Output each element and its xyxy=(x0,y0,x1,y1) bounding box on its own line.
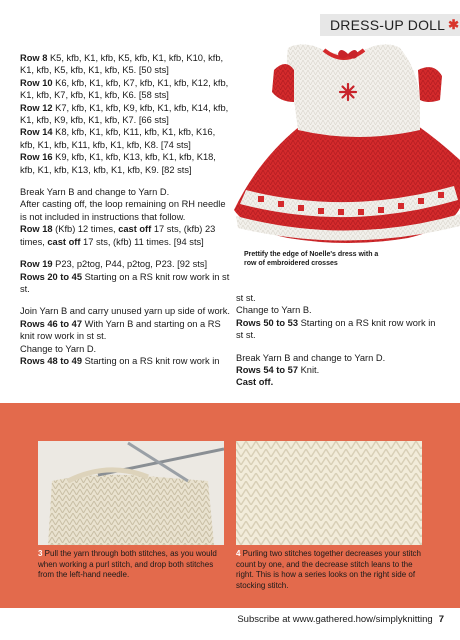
step-caption-4: 4 Purling two stitches together decreases your stitch count by one, and the decrease stitch leans to the right. This is how a series looks on the right side of stocking stitch. xyxy=(236,549,421,590)
page-footer xyxy=(237,614,444,625)
pattern-row: Break Yarn B and change to Yarn D. Rows 54 to 57 Knit. Cast off. xyxy=(236,352,386,388)
pattern-row: Rows 20 to 45 Starting on a RS knit row work in st st. xyxy=(20,271,230,294)
pattern-row: Row 8 K5, kfb, K1, kfb, K5, kfb, K1, kfb, K10, kfb, K1, kfb, K5, kfb, K1, kfb, K5. [50 sts] xyxy=(20,53,224,76)
pattern-row: Row 12 K7, kfb, K1, kfb, K9, kfb, K1, kfb, K14, kfb, K1, kfb, K9, kfb, K1, kfb, K7. [66 sts] xyxy=(20,102,229,126)
pattern-row: Row 19 P23, p2tog, P44, p2tog, P23. [92 sts] xyxy=(20,259,208,270)
star-icon: ✱ xyxy=(448,17,460,32)
step-photo-purl-two xyxy=(38,441,224,545)
page-number: 7 xyxy=(438,614,444,625)
pattern-row: Row 10 K6, kfb, K1, kfb, K7, kfb, K1, kfb, K12, kfb, K1, kfb, K7, kfb, K1, kfb, K6. [58 sts] xyxy=(20,77,229,101)
pattern-row: Rows 48 to 49 Starting on a RS knit row work in xyxy=(20,355,220,366)
instruction-text: st st. xyxy=(236,293,256,303)
pattern-row: Rows 46 to 47 With Yarn B and starting on a RS knit row work in st st. xyxy=(20,318,221,342)
pattern-right-column xyxy=(236,292,441,399)
instruction-text: Break Yarn B and change to Yarn D. xyxy=(20,187,170,198)
pattern-row: Row 14 K8, kfb, K1, kfb, K11, kfb, K1, kfb, K16, kfb, K1, kfb, K11, kfb, K1, kfb, K8. [74 sts] xyxy=(20,127,216,150)
dress-photo xyxy=(228,40,460,248)
subscribe-text: Subscribe at www.gathered.how/simplyknitting xyxy=(237,614,433,625)
dress-caption: Prettify the edge of Noelle's dress with a row of embroidered crosses xyxy=(244,251,379,267)
section-title: DRESS-UP DOLL xyxy=(330,17,446,33)
step-caption-3: 3 Pull the yarn through both stitches, as you would when working a purl stitch, and drop both stitches from the left-hand needle. xyxy=(38,549,217,579)
pattern-row: Change to Yarn B. Rows 50 to 53 Starting on a RS knit row work in st st. xyxy=(236,305,436,341)
step-photo-decrease xyxy=(236,441,422,545)
instruction-text: After casting off, the loop remaining on RH needle is not included in instructions that follow. xyxy=(20,199,226,222)
pattern-row: Row 16 K9, kfb, K1, kfb, K13, kfb, K1, kfb, K18, kfb, K1, kfb, K13, kfb, K1, kfb, K9. [82 sts] xyxy=(20,152,216,175)
instruction-text: Join Yarn B and carry unused yarn up side of work. xyxy=(20,306,230,317)
section-header-tab xyxy=(320,14,460,36)
pattern-row: Row 18 (Kfb) 12 times, cast off 17 sts, (kfb) 23 times, cast off 17 sts, (kfb) 11 times. [94 sts] xyxy=(20,224,216,247)
instruction-text: Change to Yarn D. xyxy=(20,343,97,354)
pattern-left-column xyxy=(20,52,232,367)
